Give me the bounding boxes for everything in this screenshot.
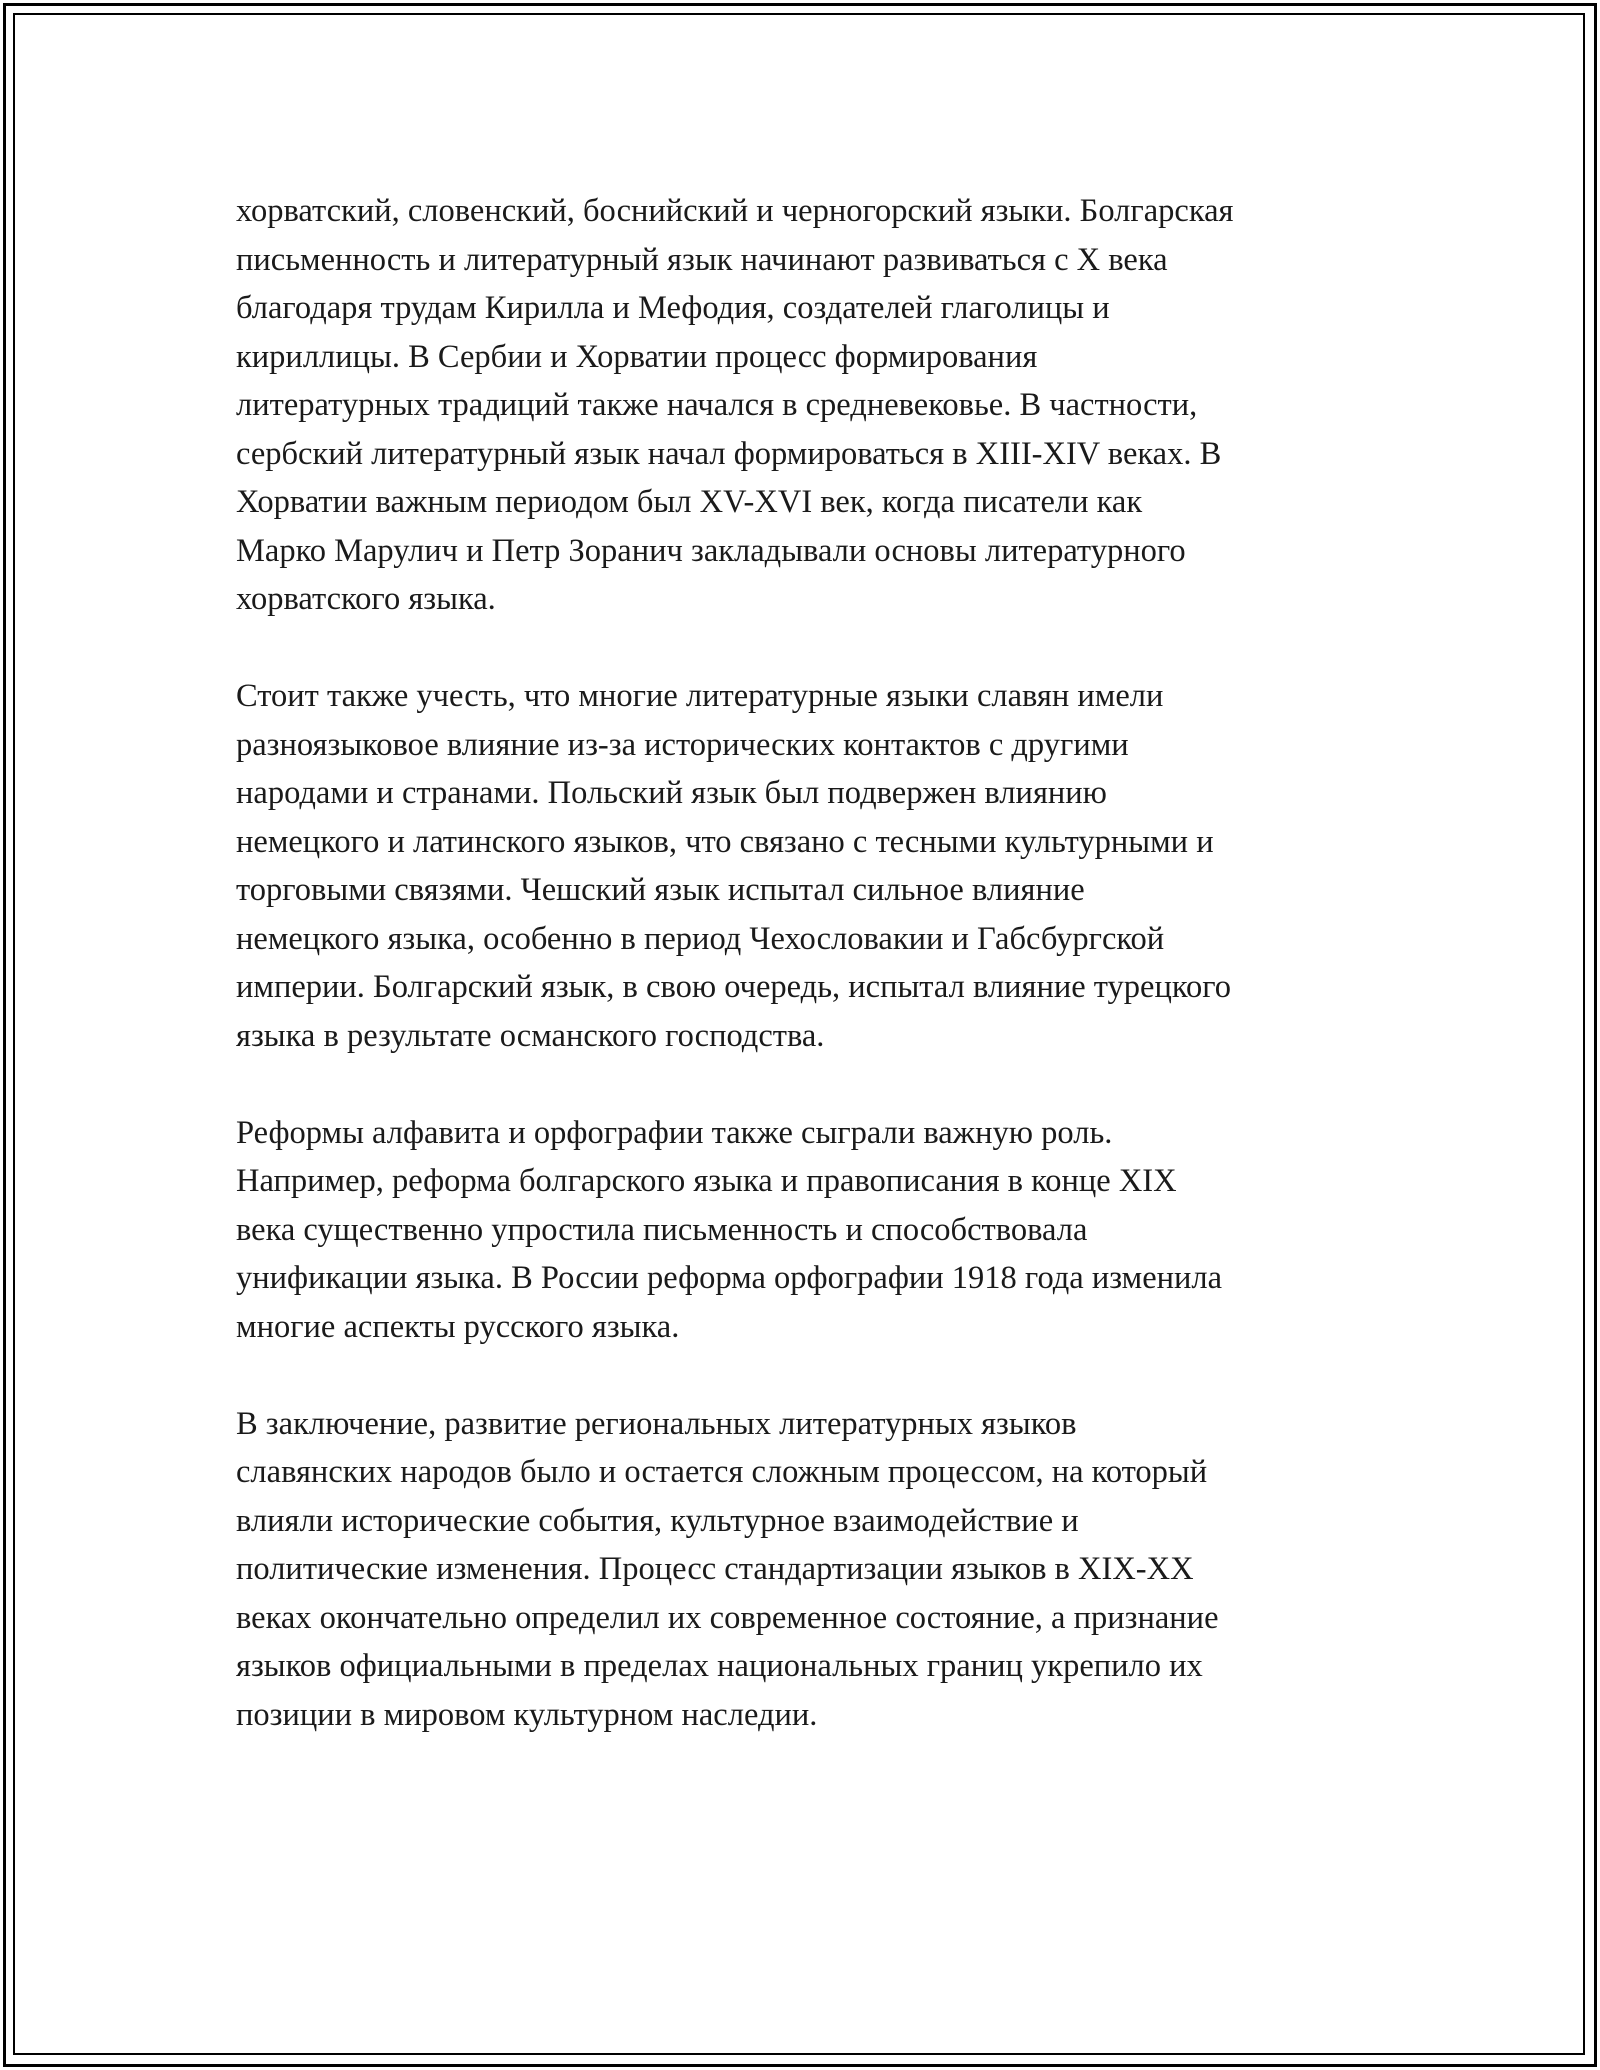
text-line: империи. Болгарский язык, в свою очередь, испытал влияние турецкого [236,969,1232,1005]
text-line: хорватского языка. [236,581,496,617]
text-line: сербский литературный язык начал формироваться в XIII-XIV веках. В [236,435,1222,472]
text-line: письменность и литературный язык начинают развиваться с X века [236,241,1168,278]
text-line: благодаря трудам Кирилла и Мефодия, создателей глаголицы и [236,290,1110,326]
text-line: политические изменения. Процесс стандартизации языков в XIX-XX [236,1551,1194,1587]
text-line: торговыми связями. Чешский язык испытал сильное влияние [236,872,1085,908]
text-line: Марко Марулич и Петр Зоранич закладывали основы литературного [236,532,1186,569]
text-line: многие аспекты русского языка. [236,1308,680,1345]
text-line: унификации языка. В России реформа орфографии 1918 года изменила [236,1260,1223,1296]
text-line: В заключение, развитие региональных литературных языков [236,1405,1077,1442]
text-line: позиции в мировом культурном наследии. [236,1696,818,1733]
paragraph-2 [236,672,1376,1060]
text-line: Например, реформа болгарского языка и правописания в конце XIX [236,1163,1177,1199]
text-line: литературных традиций также начался в средневековье. В частности, [236,387,1198,423]
paragraph-1 [236,187,1376,624]
text-line: Хорватии важным периодом был XV-XVI век, когда писатели как [236,484,1143,520]
text-line: влияли исторические события, культурное взаимодействие и [236,1502,1079,1539]
text-line: веках окончательно определил их современное состояние, а признание [236,1599,1219,1636]
text-line: языка в результате османского господства. [236,1017,825,1054]
text-line: кириллицы. В Сербии и Хорватии процесс формирования [236,338,1038,375]
document-body [236,187,1376,1788]
paragraph-4 [236,1400,1376,1740]
paragraph-3 [236,1109,1376,1352]
text-line: хорватский, словенский, боснийский и черногорский языки. Болгарская [236,193,1234,229]
text-line: Стоит также учесть, что многие литературные языки славян имели [236,678,1164,714]
text-line: Реформы алфавита и орфографии также сыграли важную роль. [236,1114,1113,1151]
text-line: немецкого и латинского языков, что связано с тесными культурными и [236,823,1214,860]
text-line: немецкого языка, особенно в период Чехословакии и Габсбургской [236,920,1165,957]
text-line: века существенно упростила письменность и способствовала [236,1211,1088,1248]
text-line: народами и странами. Польский язык был подвержен влиянию [236,775,1107,811]
text-line: языков официальными в пределах национальных границ укрепило их [236,1648,1203,1684]
text-line: разноязыковое влияние из-за исторических контактов с другими [236,726,1129,763]
text-line: славянских народов было и остается сложным процессом, на который [236,1454,1208,1490]
